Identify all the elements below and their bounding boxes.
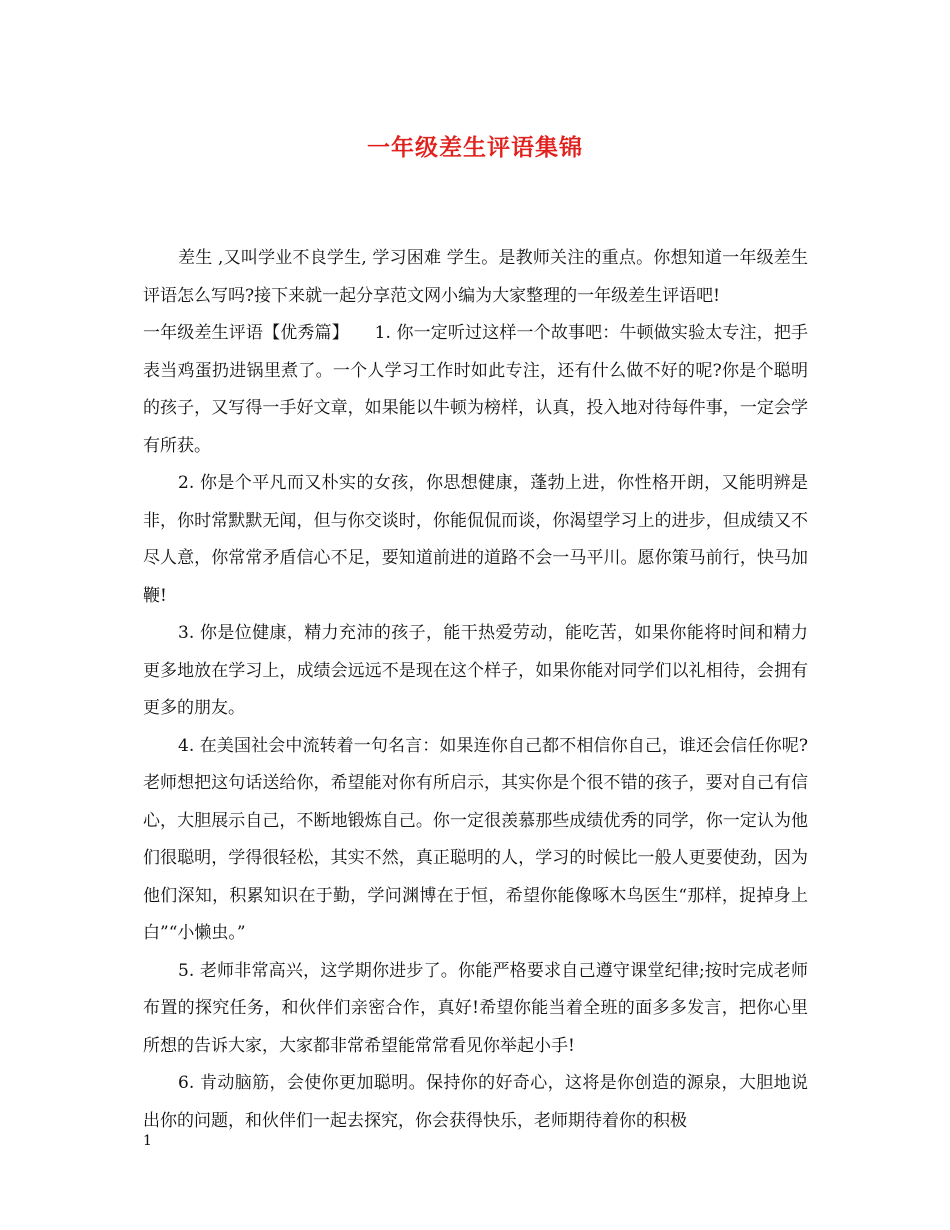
paragraph-item-4: 4. 在美国社会中流转着一句名言：如果连你自己都不相信你自己，谁还会信任你呢?老师想把这句话送给你，希望能对你有所启示，其实你是个很不错的孩子，要对自己有信心，大胆展示自己，不断地锻炼自己。你一定很羡慕那些成绩优秀的同学，你一定认为他们很聪明，学得很轻松，其实不然，真正聪明的人，学习的时候比一般人更要使劲，因为他们深知，积累知识在于勤，学问渊博在于恒，希望你能像啄木鸟医生“那样，捉掉身上白”“小懒虫。” (143, 735, 808, 943)
page-number: 1 (143, 1133, 152, 1149)
paragraph-item-2: 2. 你是个平凡而又朴实的女孩，你思想健康，蓬勃上进，你性格开朗，又能明辨是非，你时常默默无闻，但与你交谈时，你能侃侃而谈，你渴望学习上的进步，但成绩又不尽人意，你常常矛盾信心不足，要知道前进的道路不会一马平川。愿你策马前行，快马加鞭! (143, 473, 808, 606)
document-body (143, 240, 808, 1140)
paragraph-item-3: 3. 你是位健康，精力充沛的孩子，能干热爱劳动，能吃苦，如果你能将时间和精力更多地放在学习上，成绩会远远不是现在这个样子，如果你能对同学们以礼相待，会拥有更多的朋友。 (143, 623, 808, 718)
paragraph-item-6: 6. 肯动脑筋，会使你更加聪明。保持你的好奇心，这将是你创造的源泉，大胆地说出你的问题，和伙伴们一起去探究，你会获得快乐，老师期待着你的积极 (143, 1073, 808, 1131)
paragraph-section-heading-item-1: 一年级差生评语【优秀篇】 1. 你一定听过这样一个故事吧：牛顿做实验太专注，把手表当鸡蛋扔进锅里煮了。一个人学习工作时如此专注，还有什么做不好的呢?你是个聪明的孩子，又写得一手好文章，如果能以牛顿为榜样，认真，投入地对待每件事，一定会学有所获。 (143, 323, 808, 456)
paragraph-intro: 差生 ,又叫学业不良学生, 学习困难 学生。是教师关注的重点。你想知道一年级差生评语怎么写吗?接下来就一起分享范文网小编为大家整理的一年级差生评语吧! (143, 248, 808, 306)
paragraph-item-5: 5. 老师非常高兴，这学期你进步了。你能严格要求自己遵守课堂纪律;按时完成老师布置的探究任务，和伙伴们亲密合作，真好!希望你能当着全班的面多多发言，把你心里所想的告诉大家，大家都非常希望能常常看见你举起小手! (143, 960, 808, 1056)
document-title: 一年级差生评语集锦 (367, 134, 583, 161)
